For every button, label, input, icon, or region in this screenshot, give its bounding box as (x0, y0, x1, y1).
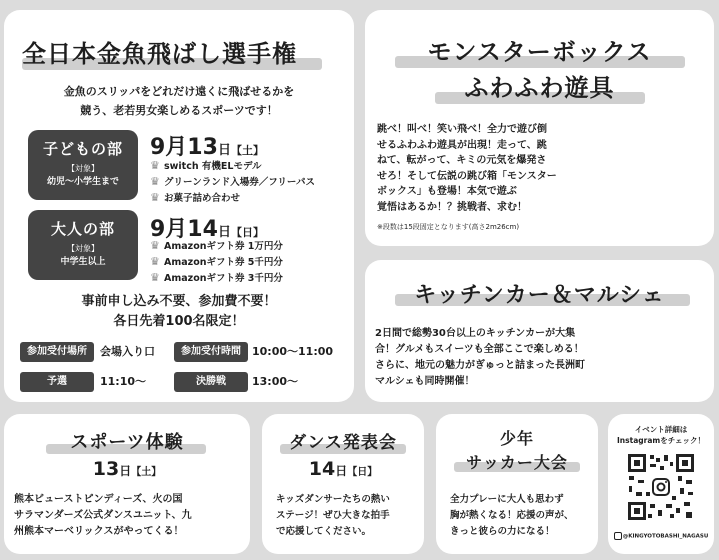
prize-item: ♛ switch 有機ELモデル (150, 159, 262, 172)
dance-description (276, 492, 390, 540)
crown-icon: ♛ (150, 175, 160, 188)
adults-division-label: 大人の部 (50, 220, 115, 238)
prize-item: ♛ Amazonギフト券 3千円分 (150, 271, 283, 284)
dance-title: ダンス発表会 (289, 433, 397, 453)
final-label: 決勝戦 (174, 372, 248, 392)
prize-item: ♛ グリーンランド入場券／フリーパス (150, 175, 315, 188)
reception-time-label: 参加受付時間 (174, 342, 248, 362)
description-line: 熊本ビューストピンディーズ、火の国 (14, 494, 183, 505)
reception-place: 会場入り口 (100, 345, 155, 358)
kids-date-day: 日 (217, 143, 231, 158)
adults-date-number: 9月14 (150, 217, 218, 242)
soccer-card (436, 414, 598, 554)
instagram-qr-code[interactable] (626, 452, 696, 522)
adults-prizes (150, 238, 283, 286)
description-line: ステージ！ぜひ大きな拍手 (276, 510, 390, 521)
sports-card (4, 414, 250, 554)
dance-date (262, 458, 424, 480)
description-line: キッズダンサーたちの熱い (276, 494, 390, 505)
soccer-title-line2: サッカー大会 (466, 453, 568, 472)
description-line: 金魚のスリッパをどれだけ遠くに飛ばせるかを (63, 85, 295, 98)
prize-item: ♛ Amazonギフト券 5千円分 (150, 255, 283, 268)
kids-date-weekday: 【土】 (230, 144, 264, 157)
monster-note: ※段数は15段固定となります(高さ2m26cm) (377, 223, 520, 231)
instagram-text (608, 424, 714, 446)
description-line: 胸が熱くなる！応援の声が、 (450, 510, 574, 521)
soccer-description (450, 492, 574, 540)
description-line: 2日間で総勢30台以上のキッチンカーが大集 (375, 328, 576, 339)
kids-date (150, 130, 264, 161)
kitchen-description (375, 326, 585, 390)
description-line: せろ！そして伝説の跳び箱「モンスター (377, 170, 557, 182)
kids-target-label: 【対象】 (67, 164, 99, 173)
dance-date-day: 日 (335, 464, 348, 478)
description-line: きっと彼らの力になる！ (450, 526, 555, 537)
dance-date-weekday: 【日】 (347, 467, 378, 478)
participation-notice (4, 292, 354, 332)
monster-box-card (365, 10, 714, 246)
sports-description (14, 492, 192, 540)
adults-target: 中学生以上 (60, 257, 106, 267)
kids-division-badge (28, 130, 138, 200)
sports-date (4, 458, 250, 480)
description-line: ねて、転がって、キミの元気を爆発さ (377, 155, 547, 166)
crown-icon: ♛ (150, 191, 160, 204)
kids-date-number: 9月13 (150, 135, 218, 160)
crown-icon: ♛ (150, 271, 160, 284)
instagram-icon (614, 532, 622, 540)
sports-date-number: 13 (92, 458, 120, 480)
notice-line: 事前申し込み不要、参加費不要！ (81, 294, 277, 309)
description-line: 合！グルメもスイーツも全部ここで楽しめる！ (375, 344, 584, 355)
kitchen-card (365, 260, 714, 402)
description-line: 覚悟はあるか！？挑戦者、求む！ (377, 201, 527, 213)
description-line: 州熊本マーベリックスがやってくる！ (14, 526, 184, 537)
description-line: 跳べ！叫べ！笑い飛べ！全力で遊び倒 (377, 124, 547, 135)
monster-title-line2: ふわふわ遊具 (464, 74, 615, 102)
championship-description (4, 82, 354, 120)
description-line: マルシェも同時開催！ (375, 376, 475, 387)
monster-title-line1: モンスターボックス (427, 38, 652, 66)
adults-date-day: 日 (217, 225, 231, 240)
final-time: 13:00～ (252, 375, 299, 388)
sports-title: スポーツ体験 (70, 432, 184, 453)
crown-icon: ♛ (150, 159, 160, 172)
reception-place-label: 参加受付場所 (20, 342, 94, 362)
sports-date-day: 日 (119, 464, 132, 478)
kids-target: 幼児～小学生まで (46, 177, 119, 187)
crown-icon: ♛ (150, 239, 160, 252)
kids-prizes (150, 158, 315, 206)
dance-date-number: 14 (308, 458, 336, 480)
championship-card (4, 10, 354, 402)
description-line: せるふわふわ遊具が出現！走って、跳 (377, 139, 547, 151)
description-line: さらに、地元の魅力がぎゅっと詰まった長洲町 (375, 360, 585, 371)
sports-date-weekday: 【土】 (131, 467, 162, 478)
prize-item: ♛ Amazonギフト券 1万円分 (150, 239, 283, 252)
soccer-title-line1: 少年 (499, 429, 534, 448)
qualifier-label: 予選 (20, 372, 94, 392)
kitchen-title: キッチンカー＆マルシェ (414, 283, 665, 308)
instagram-handle-text: @KINGYOTOBASHI_NAGASU (622, 533, 709, 540)
description-line: サラマンダーズ公式ダンスユニット、九 (14, 510, 192, 521)
crown-icon: ♛ (150, 255, 160, 268)
notice-line: 各日先着100名限定！ (113, 314, 245, 329)
description-line: 全力プレーに大人も思わず (450, 494, 564, 505)
adults-target-label: 【対象】 (67, 244, 99, 253)
description-line: ボックス」も登場！本気で遊ぶ (377, 186, 517, 197)
instagram-text-line: イベント詳細は (634, 425, 688, 434)
monster-description (377, 122, 557, 215)
instagram-text-line: Instagramをチェック！ (617, 436, 705, 445)
instagram-handle (608, 532, 714, 540)
instagram-card (608, 414, 714, 554)
adults-division-badge (28, 210, 138, 280)
qualifier-time: 11:10～ (100, 375, 147, 388)
reception-time: 10:00～11:00 (252, 345, 334, 358)
description-line: で応援してください。 (276, 526, 372, 537)
kids-division-label: 子どもの部 (42, 140, 123, 158)
adults-date-weekday: 【日】 (230, 226, 264, 239)
championship-title: 全日本金魚飛ばし選手権 (22, 40, 297, 68)
dance-card (262, 414, 424, 554)
description-line: 競う、老若男女楽しめるスポーツです！ (80, 104, 278, 117)
prize-item: ♛ お菓子詰め合わせ (150, 191, 241, 204)
